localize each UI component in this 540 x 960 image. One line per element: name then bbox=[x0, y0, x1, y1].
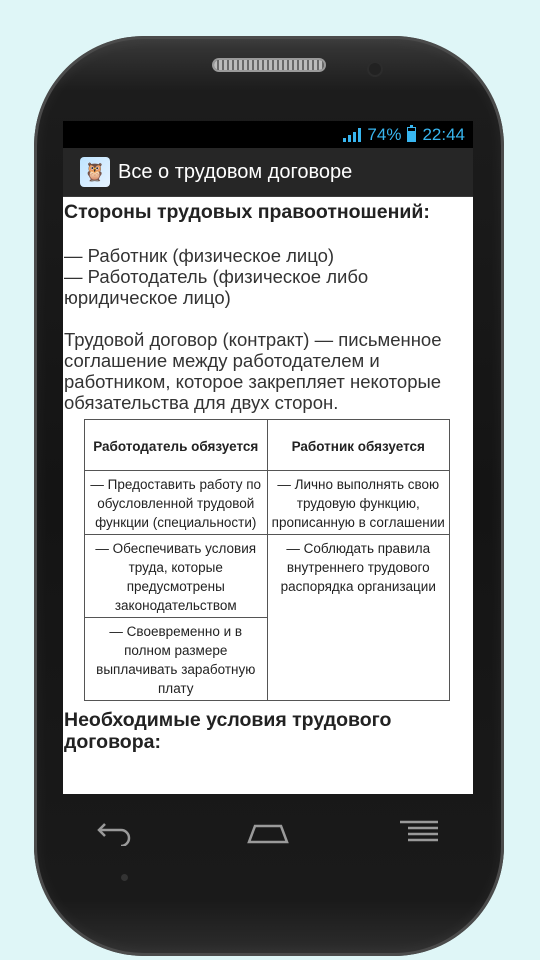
navigation-bar bbox=[63, 808, 473, 868]
front-camera bbox=[369, 63, 381, 75]
recent-apps-icon[interactable] bbox=[398, 818, 442, 851]
table-header-employer: Работодатель обязуется bbox=[85, 420, 268, 471]
table-cell: — Соблюдать правила внутреннего трудового распорядка организации bbox=[267, 535, 450, 701]
heading-conditions: Необходимые условия трудового договора: bbox=[64, 709, 392, 753]
speaker-grille bbox=[214, 60, 324, 70]
home-icon[interactable] bbox=[245, 818, 291, 851]
party-line: — Работодатель (физическое либо юридическое лицо) bbox=[64, 266, 369, 308]
battery-icon bbox=[407, 127, 416, 142]
definition-text: Трудовой договор (контракт) — письменное соглашение между работодателем и работником, которое закрепляет некоторые обязательства для двух сторон. bbox=[64, 329, 442, 413]
clock: 22:44 bbox=[422, 124, 465, 144]
table-cell: — Обеспечивать условия труда, которые предусмотрены законодательством bbox=[85, 535, 268, 618]
table-cell: — Предоставить работу по обусловленной трудовой функции (специальности) bbox=[85, 471, 268, 535]
obligations-table bbox=[84, 419, 450, 701]
notification-led bbox=[121, 874, 128, 881]
table-cell: — Своевременно и в полном размере выплачивать заработную плату bbox=[85, 618, 268, 701]
heading-parties: Стороны трудовых правоотношений: bbox=[64, 201, 430, 223]
app-title: Все о трудовом договоре bbox=[118, 160, 353, 183]
article bbox=[63, 197, 473, 753]
table-cell: — Лично выполнять свою трудовую функцию, прописанную в соглашении bbox=[267, 471, 450, 535]
screen bbox=[63, 121, 473, 794]
action-bar bbox=[63, 148, 473, 197]
owl-icon[interactable]: 🦉 bbox=[80, 157, 110, 187]
signal-icon bbox=[343, 127, 361, 142]
battery-percent: 74% bbox=[367, 124, 402, 144]
status-bar bbox=[63, 121, 473, 148]
party-line: — Работник (физическое лицо) bbox=[64, 245, 335, 266]
back-arrow-icon[interactable] bbox=[93, 818, 137, 851]
table-header-employee: Работник обязуется bbox=[267, 420, 450, 471]
